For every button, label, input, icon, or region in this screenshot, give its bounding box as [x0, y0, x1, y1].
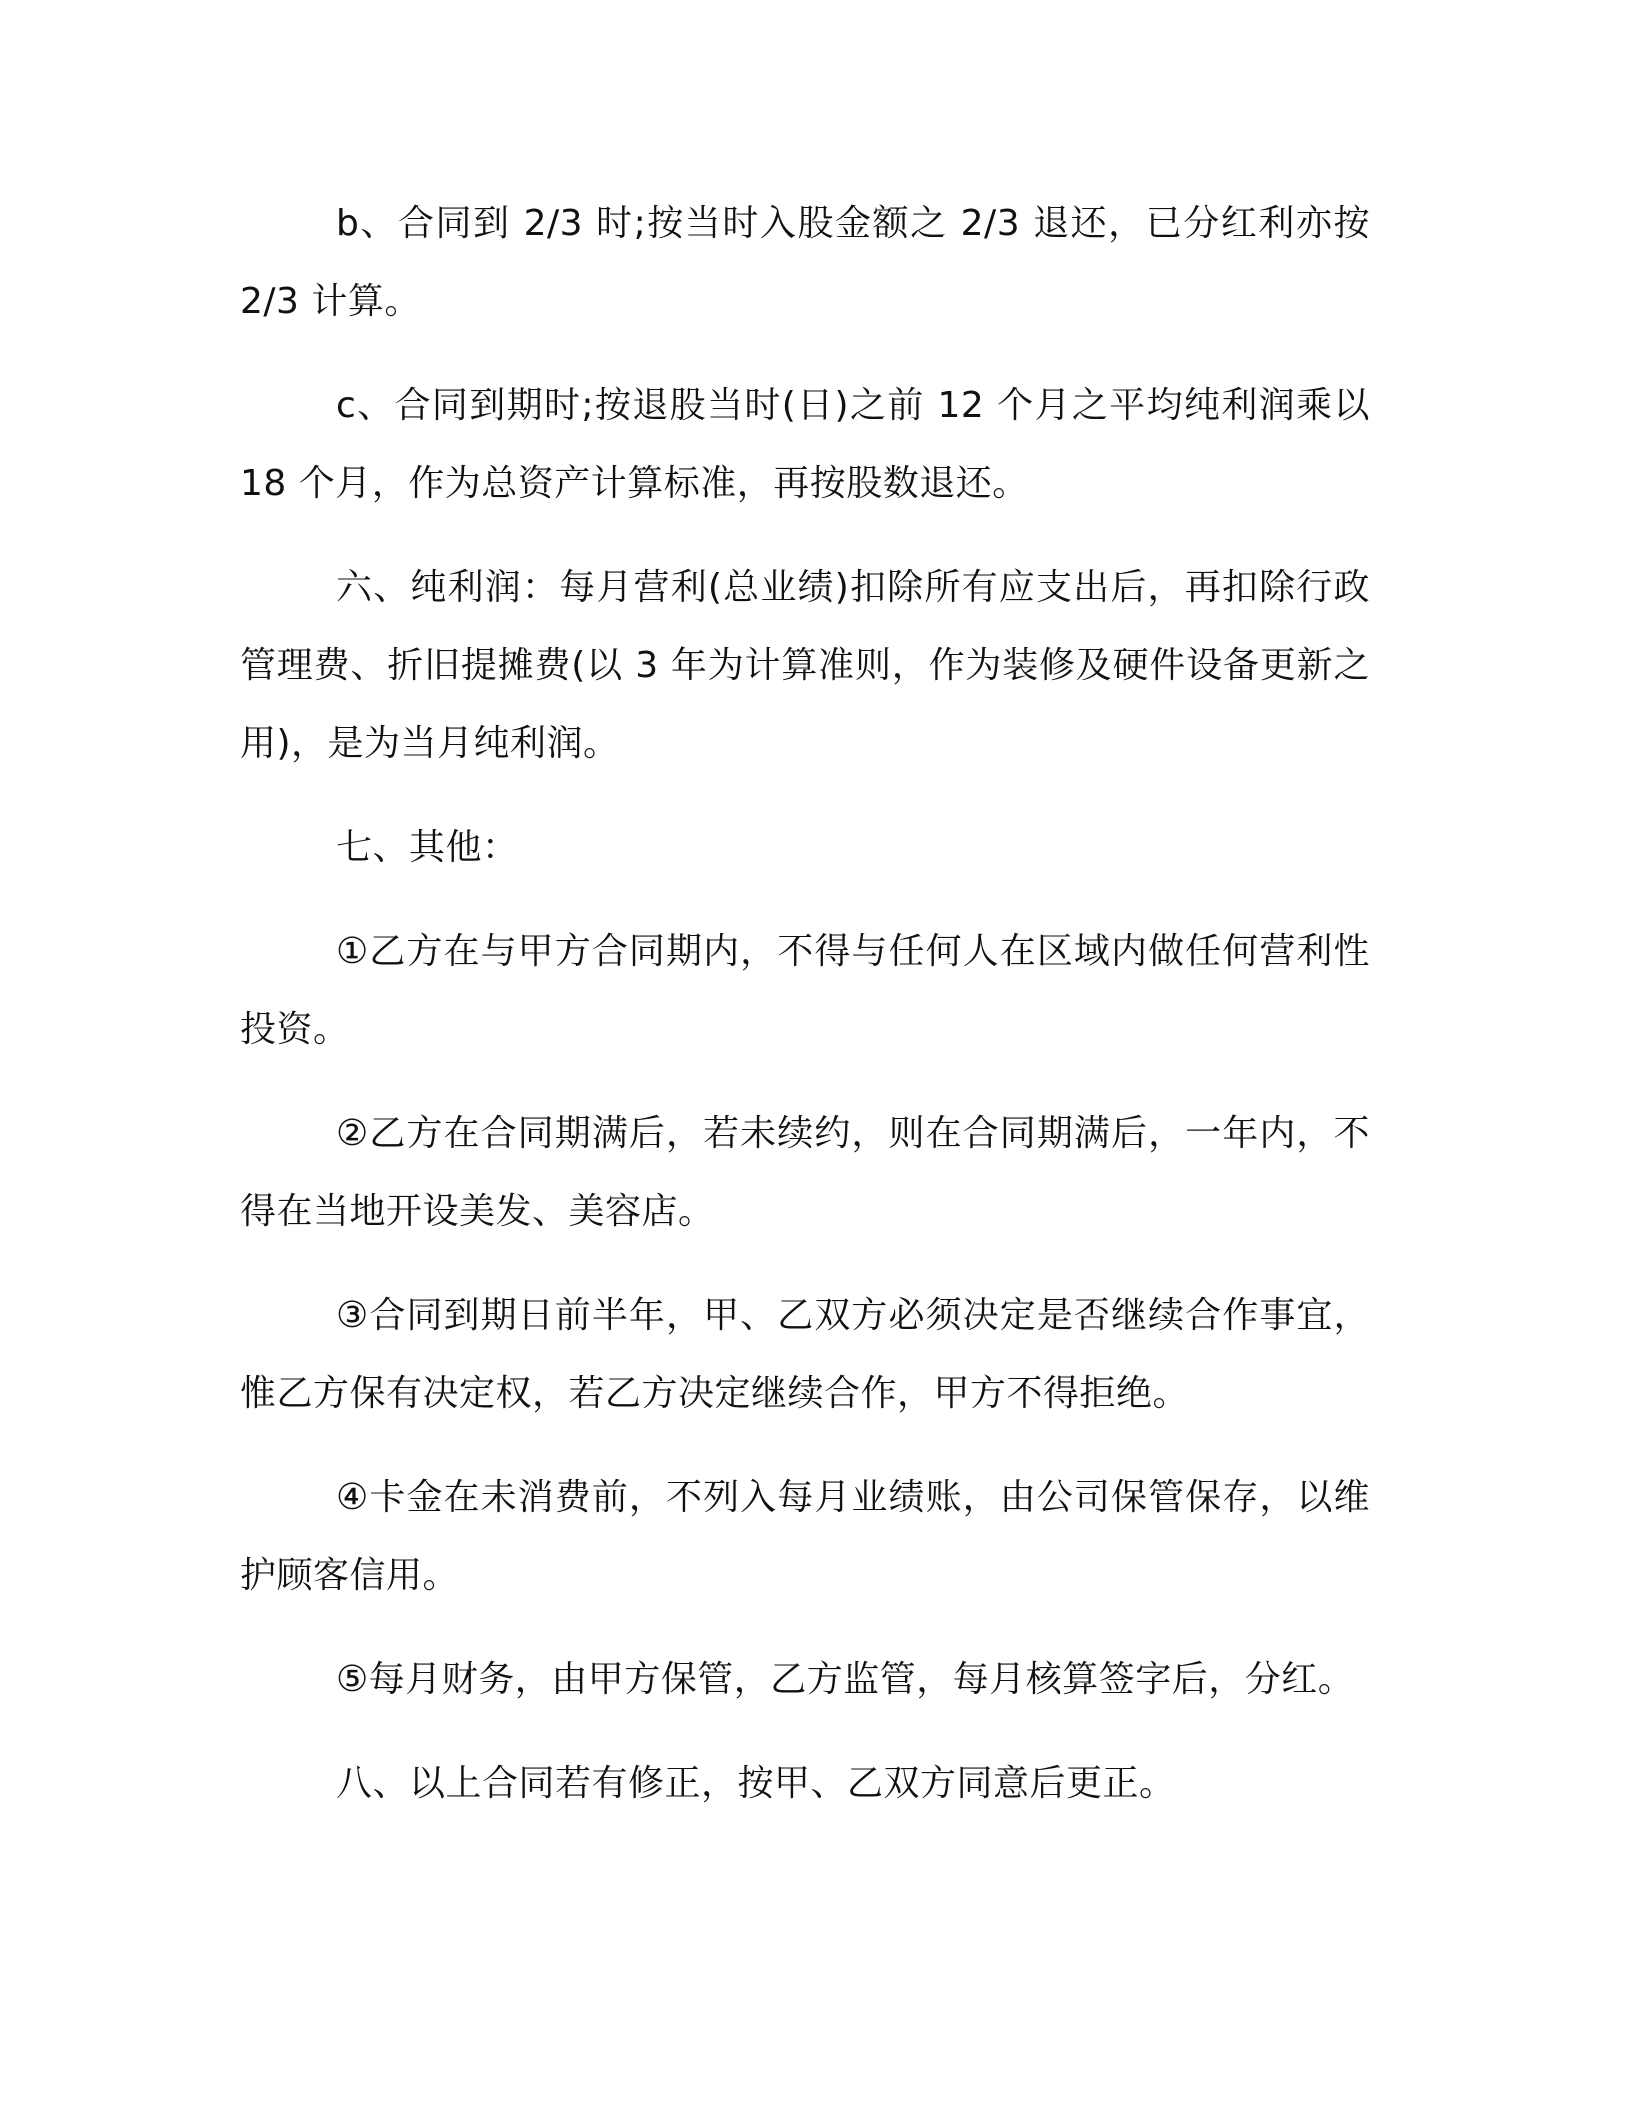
paragraph-item-c: c、合同到期时;按退股当时(日)之前 12 个月之平均纯利润乘以 18 个月，作为总资产计算标准，再按股数退还。 — [240, 385, 1370, 504]
paragraph-section-6-net-profit: 六、纯利润：每月营利(总业绩)扣除所有应支出后，再扣除行政管理费、折旧提摊费(以 3 年为计算准则，作为装修及硬件设备更新之用)，是为当月纯利润。 — [240, 567, 1370, 764]
paragraph-clause-2: ②乙方在合同期满后，若未续约，则在合同期满后，一年内，不得在当地开设美发、美容店。 — [240, 1113, 1370, 1232]
paragraph-clause-5: ⑤每月财务，由甲方保管，乙方监管，每月核算签字后，分红。 — [336, 1659, 1355, 1700]
paragraph-section-8-amendment: 八、以上合同若有修正，按甲、乙双方同意后更正。 — [336, 1763, 1176, 1804]
paragraph-clause-3: ③合同到期日前半年，甲、乙双方必须决定是否继续合作事宜，惟乙方保有决定权，若乙方决定继续合作，甲方不得拒绝。 — [240, 1295, 1370, 1414]
document-body — [240, 185, 1370, 1849]
paragraph-clause-1: ①乙方在与甲方合同期内，不得与任何人在区域内做任何营利性投资。 — [240, 931, 1370, 1050]
paragraph-section-7-other: 七、其他： — [336, 827, 519, 868]
paragraph-clause-4: ④卡金在未消费前，不列入每月业绩账，由公司保管保存，以维护顾客信用。 — [240, 1477, 1370, 1596]
paragraph-item-b: b、合同到 2/3 时;按当时入股金额之 2/3 退还，已分红利亦按 2/3 计算。 — [240, 203, 1370, 322]
